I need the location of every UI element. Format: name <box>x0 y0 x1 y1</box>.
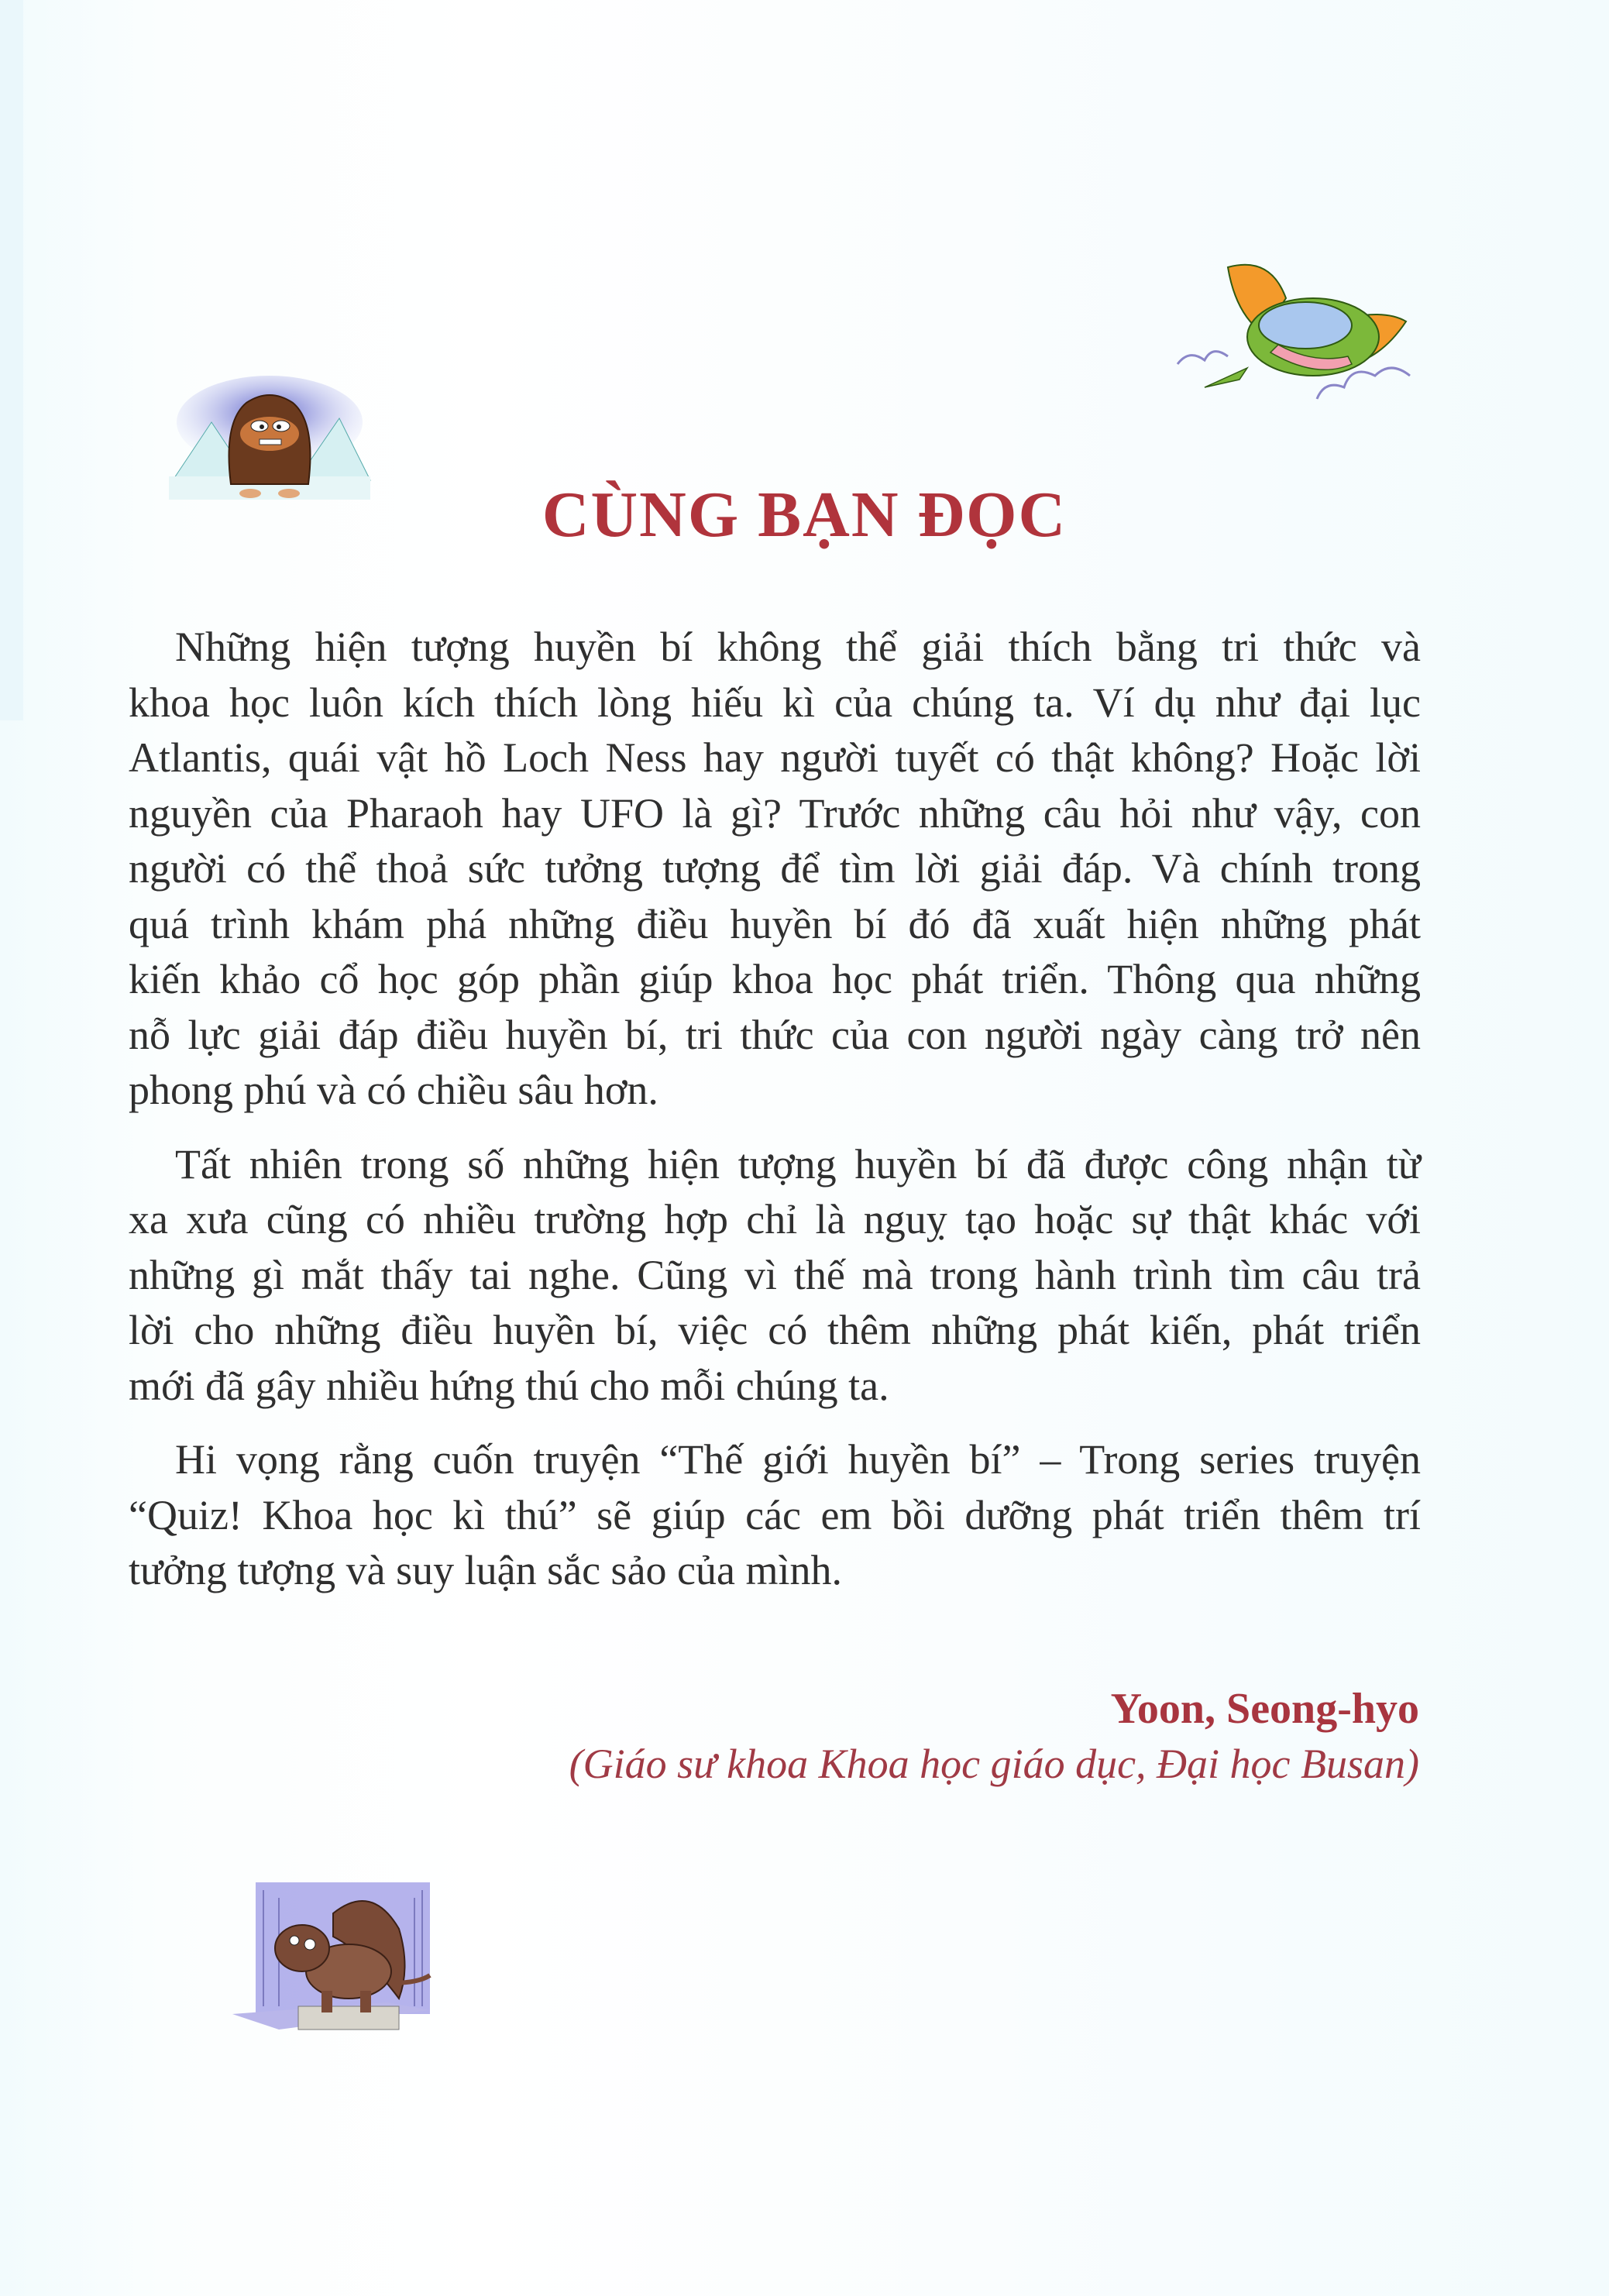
text-line: khoa học luôn kích thích lòng hiếu kì của chúng ta. Ví dụ như đại lục <box>129 679 1421 726</box>
paragraph-3 <box>129 1432 1421 1599</box>
author-role: (Giáo sư khoa Khoa học giáo dục, Đại học Busan) <box>569 1741 1419 1787</box>
text-line: Atlantis, quái vật hồ Loch Ness hay người tuyết có thật không? Hoặc lời <box>129 734 1421 781</box>
text-line: phong phú và có chiều sâu hơn. <box>129 1067 658 1113</box>
text-line: quá trình khám phá những điều huyền bí đó đã xuất hiện những phát <box>129 900 1421 947</box>
text-line: nguyền của Pharaoh hay UFO là gì? Trước những câu hỏi như vậy, con <box>129 789 1421 837</box>
text-line: lời cho những điều huyền bí, việc có thêm những phát kiến, phát triển <box>129 1307 1421 1353</box>
signature-block <box>569 1681 1419 1791</box>
body-text <box>129 620 1421 1617</box>
text-line: nỗ lực giải đáp điều huyền bí, tri thức của con người ngày càng trở nên <box>129 1011 1421 1058</box>
text-line: người có thể thoả sức tưởng tượng để tìm lời giải đáp. Và chính trong <box>129 845 1421 892</box>
text-line: Tất nhiên trong số những hiện tượng huyền bí đã được công nhận từ <box>175 1140 1421 1188</box>
text-line: xa xưa cũng có nhiều trường hợp chỉ là nguỵ tạo hoặc sự thật khác với <box>129 1196 1421 1243</box>
text-line: tưởng tượng và suy luận sắc sảo của mình. <box>129 1547 842 1593</box>
text-line: Những hiện tượng huyền bí không thể giải thích bằng tri thức và <box>175 624 1421 670</box>
paragraph-1 <box>129 620 1421 1119</box>
page-edge-tint <box>0 0 23 720</box>
page-title: CÙNG BẠN ĐỌC <box>541 479 1068 551</box>
text-line: “Quiz! Khoa học kì thú” sẽ giúp các em bồi dưỡng phát triển thêm trí <box>129 1491 1421 1538</box>
text-line: kiến khảo cổ học góp phần giúp khoa học phát triển. Thông qua những <box>129 956 1421 1002</box>
text-line: mới đã gây nhiều hứng thú cho mỗi chúng ta. <box>129 1362 889 1409</box>
author-name: Yoon, Seong-hyo <box>1110 1685 1419 1733</box>
text-line: những gì mắt thấy tai nghe. Cũng vì thế mà trong hành trình tìm câu trả <box>129 1251 1421 1298</box>
text-line: Hi vọng rằng cuốn truyện “Thế giới huyền bí” – Trong series truyện <box>175 1436 1421 1483</box>
paragraph-2 <box>129 1137 1421 1414</box>
dragon-illustration-icon <box>1162 248 1425 407</box>
gargoyle-illustration-icon <box>232 1867 438 2037</box>
